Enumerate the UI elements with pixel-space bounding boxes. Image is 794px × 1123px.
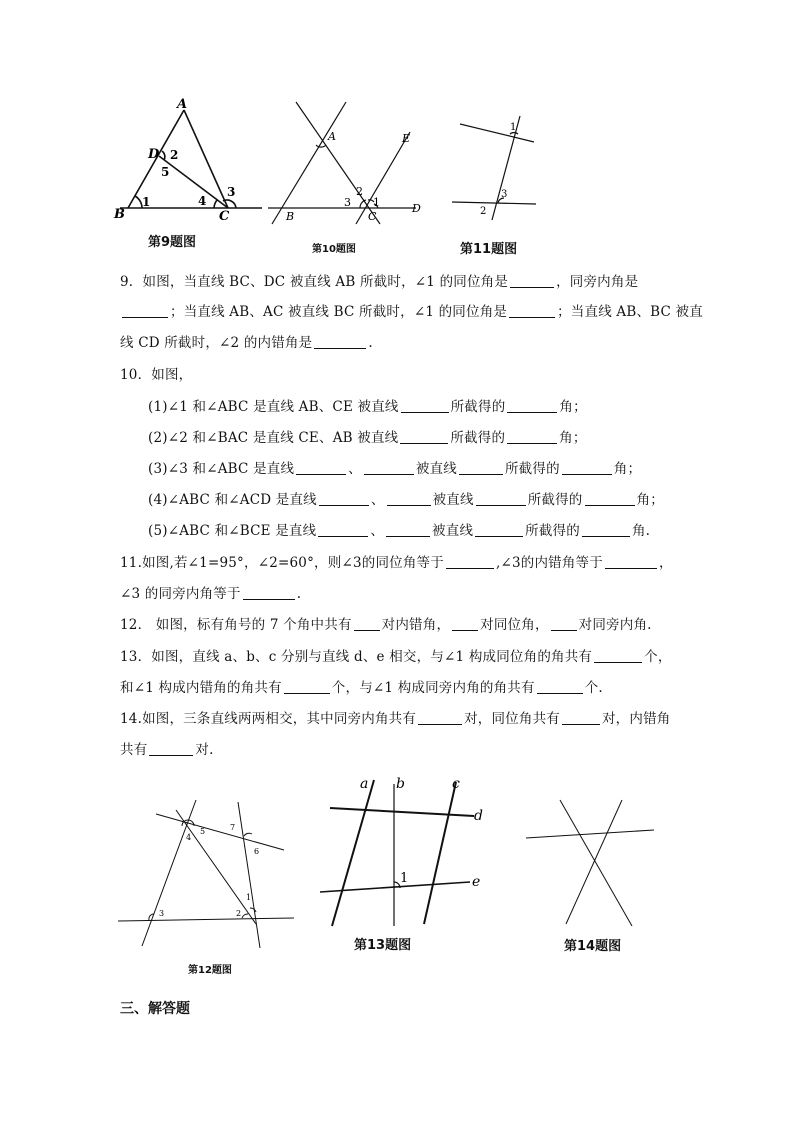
fig12-angle-5: 5 <box>200 827 206 836</box>
q10-item-3 <box>148 457 641 477</box>
q12-line <box>120 613 652 633</box>
q11-blank-1[interactable] <box>446 554 494 569</box>
q10-5-blank-3[interactable] <box>475 522 523 537</box>
fig13-label-b: b <box>396 776 405 792</box>
q9-text-2: ，同旁内角是 <box>556 274 639 290</box>
figure-13-diagram <box>318 770 493 930</box>
q9-text-1: 9．如图，当直线 BC、DC 被直线 AB 所截时，∠1 的同位角是 <box>120 274 509 290</box>
fig12-angle-2: 2 <box>236 909 242 918</box>
figure-14-caption: 第14题图 <box>564 939 622 954</box>
q9-blank-3[interactable] <box>509 303 555 318</box>
fig10-angle-3: 3 <box>344 196 351 209</box>
q10-item-2 <box>148 426 587 446</box>
fig13-label-c: c <box>452 776 460 792</box>
q13-blank-3[interactable] <box>537 679 583 694</box>
q10-4-text-d: 所截得的 <box>527 492 583 508</box>
fig13-label-a: a <box>360 776 369 792</box>
q10-3-text-e: 角； <box>613 461 642 477</box>
q10-5-text-c: 被直线 <box>432 523 474 539</box>
figure-12 <box>116 796 296 976</box>
q9-text-6: . <box>368 335 373 351</box>
q12-text-b: 对内错角， <box>381 617 451 633</box>
fig12-angle-7: 7 <box>230 823 236 832</box>
q10-1-blank-2[interactable] <box>507 398 557 413</box>
fig9-angle-5: 5 <box>161 165 170 179</box>
figure-12-diagram <box>116 796 296 948</box>
fig11-angle-2: 2 <box>480 206 487 217</box>
q9-line-3 <box>120 331 373 351</box>
q10-1-text-c: 角； <box>559 399 587 415</box>
q11-blank-2[interactable] <box>605 554 657 569</box>
q14-line-1 <box>120 707 670 727</box>
q11-line-2 <box>120 582 301 602</box>
fig10-angle-1: 1 <box>373 196 380 209</box>
q11-blank-3[interactable] <box>243 585 295 600</box>
q10-4-text-b: 、 <box>370 492 385 508</box>
section-heading: 三、解答题 <box>120 1001 190 1017</box>
fig10-label-A: A <box>328 130 336 143</box>
q13-text-c: 和∠1 构成内错角的角共有 <box>120 680 282 696</box>
q10-3-text-a: (3)∠3 和∠ABC 是直线 <box>148 461 295 477</box>
q9-text-4: ；当直线 AB、BC 被直 <box>557 304 703 320</box>
q9-line-1 <box>120 270 638 290</box>
figure-10 <box>268 100 438 255</box>
figure-10-caption: 第10题图 <box>312 244 356 255</box>
fig10-label-D: D <box>412 202 421 215</box>
q11-line-1 <box>120 551 673 571</box>
q9-blank-4[interactable] <box>314 334 366 349</box>
q10-3-blank-2[interactable] <box>364 460 414 475</box>
q14-text-a: 14.如图，三条直线两两相交，其中同旁内角共有 <box>120 711 417 727</box>
q10-4-text-c: 被直线 <box>432 492 474 508</box>
q10-1-blank-1[interactable] <box>401 398 449 413</box>
q11-text-b: ,∠3的内错角等于 <box>495 555 603 571</box>
q10-item-1 <box>148 395 587 415</box>
fig9-angle-1: 1 <box>142 195 151 209</box>
q13-blank-2[interactable] <box>284 679 330 694</box>
q14-text-e: 对. <box>195 742 214 758</box>
q9-blank-2[interactable] <box>122 303 168 318</box>
q11-text-c: ， <box>658 555 673 571</box>
figure-14-diagram <box>524 798 656 930</box>
q14-text-d: 共有 <box>120 742 148 758</box>
q10-2-text-a: (2)∠2 和∠BAC 是直线 CE、AB 被直线 <box>148 430 399 446</box>
q10-2-text-b: 所截得的 <box>450 430 506 446</box>
q14-blank-1[interactable] <box>418 710 462 725</box>
q13-text-a: 13．如图，直线 a、b、c 分别与直线 d、e 相交，与∠1 构成同位角的角共有 <box>120 649 593 665</box>
q10-1-text-a: (1)∠1 和∠ABC 是直线 AB、CE 被直线 <box>148 399 399 415</box>
figure-13-caption: 第13题图 <box>354 938 412 953</box>
fig13-label-d: d <box>474 808 483 824</box>
fig13-label-e: e <box>472 874 481 890</box>
q14-text-b: 对，同位角共有 <box>464 711 560 727</box>
fig12-angle-4: 4 <box>186 833 192 842</box>
fig12-angle-1: 1 <box>246 893 252 902</box>
fig9-label-A: A <box>177 97 188 112</box>
figure-12-caption: 第12题图 <box>188 965 232 976</box>
q10-5-text-b: 、 <box>370 523 385 539</box>
q9-line-2 <box>120 300 703 320</box>
q10-3-text-c: 被直线 <box>415 461 457 477</box>
fig9-angle-4: 4 <box>198 194 207 208</box>
figure-13 <box>318 770 493 953</box>
q10-5-text-a: (5)∠ABC 和∠BCE 是直线 <box>148 523 317 539</box>
fig9-angle-2: 2 <box>170 148 179 162</box>
fig10-label-E: E <box>402 132 411 145</box>
q9-text-5: 线 CD 所截时，∠2 的内错角是 <box>120 335 313 351</box>
q10-4-text-e: 角； <box>636 492 664 508</box>
fig12-angle-3: 3 <box>159 909 165 918</box>
q10-5-blank-4[interactable] <box>582 522 630 537</box>
q12-text-a: 12． 如图，标有角号的 7 个角中共有 <box>120 617 352 633</box>
q10-5-text-e: 角. <box>631 523 651 539</box>
q10-2-blank-1[interactable] <box>400 429 448 444</box>
q13-text-d: 个，与∠1 构成同旁内角的角共有 <box>331 680 535 696</box>
q13-line-1 <box>120 645 672 665</box>
q10-2-text-c: 角； <box>559 430 587 446</box>
q10-1-text-b: 所截得的 <box>450 399 506 415</box>
q10-4-blank-1[interactable] <box>319 491 369 506</box>
q11-text-e: . <box>296 586 302 602</box>
q12-text-c: 对同位角， <box>480 617 549 633</box>
fig10-label-C: C <box>368 210 377 223</box>
fig9-angle-3: 3 <box>227 185 236 199</box>
q10-5-blank-1[interactable] <box>318 522 368 537</box>
figure-9-diagram <box>112 96 262 226</box>
q10-3-blank-1[interactable] <box>296 460 346 475</box>
q9-blank-1[interactable] <box>510 273 554 288</box>
q14-blank-2[interactable] <box>562 710 600 725</box>
q11-text-a: 11.如图,若∠1=95°，∠2=60°，则∠3的同位角等于 <box>120 555 444 571</box>
q10-3-blank-3[interactable] <box>459 460 503 475</box>
q10-4-blank-2[interactable] <box>387 491 431 506</box>
q13-line-2 <box>120 676 603 696</box>
q14-text-c: 对，内错角 <box>601 711 671 727</box>
q13-text-e: 个. <box>584 680 603 696</box>
q10-5-text-d: 所截得的 <box>525 523 580 539</box>
figure-9-caption: 第9题图 <box>148 235 197 250</box>
fig11-angle-3: 3 <box>501 189 508 200</box>
q9-text-3: ；当直线 AB、AC 被直线 BC 所截时，∠1 的同位角是 <box>170 304 508 320</box>
q10-4-blank-3[interactable] <box>476 491 526 506</box>
fig12-angle-6: 6 <box>254 847 260 856</box>
fig10-angle-2: 2 <box>356 185 363 198</box>
figure-9 <box>112 96 262 250</box>
q12-blank-3[interactable] <box>551 616 577 631</box>
q14-line-2 <box>120 738 214 758</box>
fig9-label-D: D <box>148 147 160 162</box>
q10-2-blank-2[interactable] <box>507 429 557 444</box>
figure-10-diagram <box>268 100 438 228</box>
figure-11-caption: 第11题图 <box>460 242 518 257</box>
q10-title: 10．如图， <box>120 367 193 383</box>
fig9-label-B: B <box>114 207 125 222</box>
q12-text-d: 对同旁内角. <box>578 617 652 633</box>
q10-item-5 <box>148 519 650 539</box>
fig13-angle-1: 1 <box>400 871 409 886</box>
figure-11-diagram <box>448 112 548 224</box>
q12-blank-2[interactable] <box>452 616 478 631</box>
q12-blank-1[interactable] <box>354 616 380 631</box>
q11-text-d: ∠3 的同旁内角等于 <box>120 586 241 602</box>
q13-text-b: 个， <box>644 649 672 665</box>
q14-blank-3[interactable] <box>149 741 193 756</box>
q10-3-text-d: 所截得的 <box>504 461 560 477</box>
fig11-angle-1: 1 <box>510 122 517 133</box>
q13-blank-1[interactable] <box>594 648 642 663</box>
figure-11 <box>448 112 548 257</box>
q10-3-blank-4[interactable] <box>562 460 612 475</box>
q10-item-4 <box>148 488 664 508</box>
q10-4-text-a: (4)∠ABC 和∠ACD 是直线 <box>148 492 317 508</box>
figure-14 <box>524 798 656 954</box>
fig10-label-B: B <box>286 210 295 223</box>
q10-5-blank-2[interactable] <box>386 522 430 537</box>
q10-4-blank-4[interactable] <box>585 491 635 506</box>
q10-3-text-b: 、 <box>348 461 362 477</box>
fig9-label-C: C <box>219 209 230 224</box>
